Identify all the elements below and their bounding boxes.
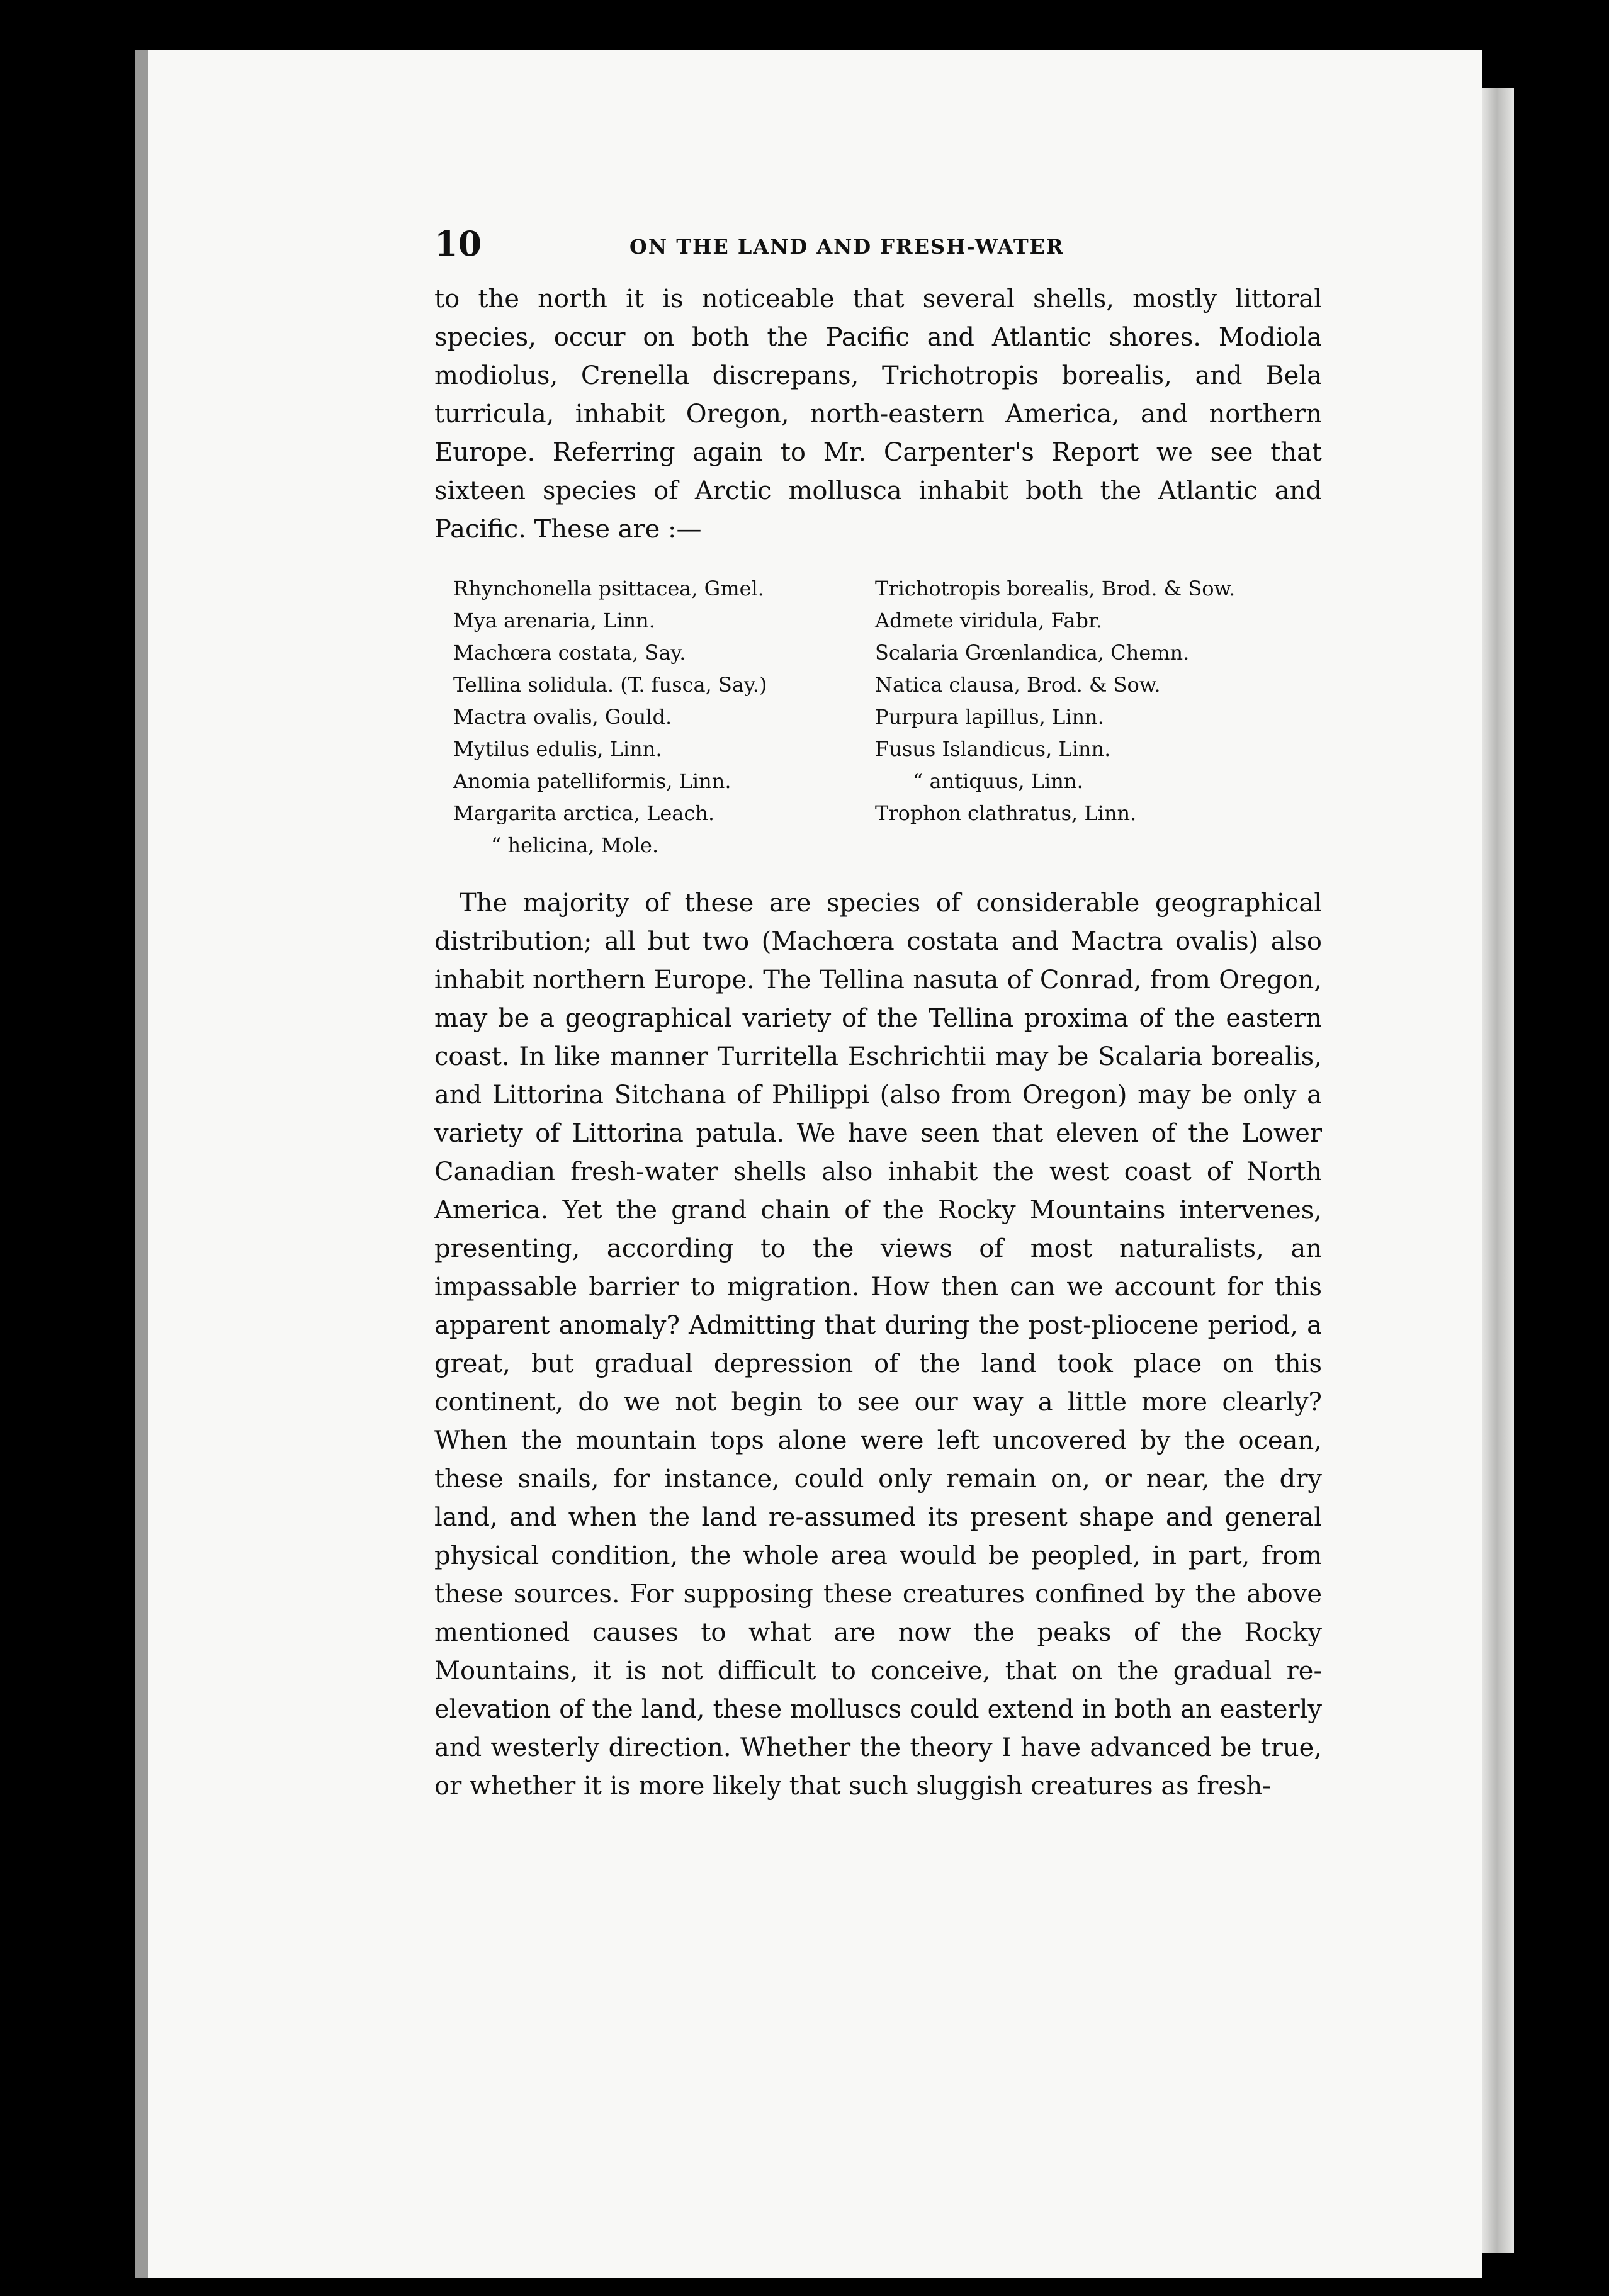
species-column-right xyxy=(875,573,1322,862)
species-column-left xyxy=(434,573,875,862)
species-item: Trophon clathratus, Linn. xyxy=(875,801,1137,825)
species-item: Purpura lapillus, Linn. xyxy=(875,705,1104,729)
species-item: Natica clausa, Brod. & Sow. xyxy=(875,673,1161,697)
species-item: Fusus Islandicus, Linn. xyxy=(875,737,1111,761)
species-item: Scalaria Grœnlandica, Chemn. xyxy=(875,641,1190,665)
page-content xyxy=(434,223,1322,1806)
species-item: Rhynchonella psittacea, Gmel. xyxy=(453,577,764,600)
species-item: Mytilus edulis, Linn. xyxy=(453,737,662,761)
species-item: Admete viridula, Fabr. xyxy=(875,609,1102,633)
species-list xyxy=(434,573,1322,862)
page-edge xyxy=(1482,88,1514,2253)
species-item: Machœra costata, Say. xyxy=(453,641,686,665)
running-header xyxy=(434,223,1322,280)
species-item: Trichotropis borealis, Brod. & Sow. xyxy=(875,577,1236,600)
paragraph-intro: to the north it is noticeable that several shells, mostly littoral species, occur on both the Pacific and Atlantic shores. Modiola modiolus, Crenella discrepans, Trichotropis borealis, and Bela turricula, inhabit Oregon, north-eastern America, and northern Europe. Referring again to Mr. Carpenter's Report we see that sixteen species of Arctic mollusca inhabit both the Atlantic and Pacific. These are :— xyxy=(434,284,1322,544)
species-item: Anomia patelliformis, Linn. xyxy=(453,769,731,793)
page-number: 10 xyxy=(434,223,482,264)
species-item: Mactra ovalis, Gould. xyxy=(453,705,672,729)
species-item: Margarita arctica, Leach. xyxy=(453,801,715,825)
species-item: Tellina solidula. (T. fusca, Say.) xyxy=(453,673,767,697)
species-item: Mya arenaria, Linn. xyxy=(453,609,655,633)
species-item: “ helicina, Mole. xyxy=(491,833,659,857)
paragraph-discussion: The majority of these are species of considerable geographical distribution; all but two (Machœra costata and Mactra ovalis) also inhabit northern Europe. The Tellina nasuta of Conrad, from Oregon, may be a geographical variety of the Tellina proxima of the eastern coast. In like manner Turritella Eschrichtii may be Scalaria borealis, and Littorina Sitchana of Philippi (also from Oregon) may be only a variety of Littorina patula. We have seen that eleven of the Lower Canadian fresh-water shells also inhabit the west coast of North America. Yet the grand chain of the Rocky Mountains intervenes, presenting, according to the views of most naturalists, an impassable barrier to migration. How then can we account for this apparent anomaly? Admitting that during the post-pliocene period, a great, but gradual depression of the land took place on this continent, do we not begin to see our way a little more clearly? When the mountain tops alone were left uncovered by the ocean, these snails, for instance, could only remain on, or near, the dry land, and when the land re-assumed its present shape and general physical condition, the whole area would be peopled, in part, from these sources. For supposing these creatures confined by the above mentioned causes to what are now the peaks of the Rocky Mountains, it is not difficult to conceive, that on the gradual re-elevation of the land, these molluscs could extend in both an easterly and westerly direction. Whether the theory I have advanced be true, or whether it is more likely that such sluggish creatures as fresh- xyxy=(434,889,1322,1801)
running-title: ON THE LAND AND FRESH-WATER xyxy=(629,235,1064,259)
species-item: “ antiquus, Linn. xyxy=(913,769,1083,793)
